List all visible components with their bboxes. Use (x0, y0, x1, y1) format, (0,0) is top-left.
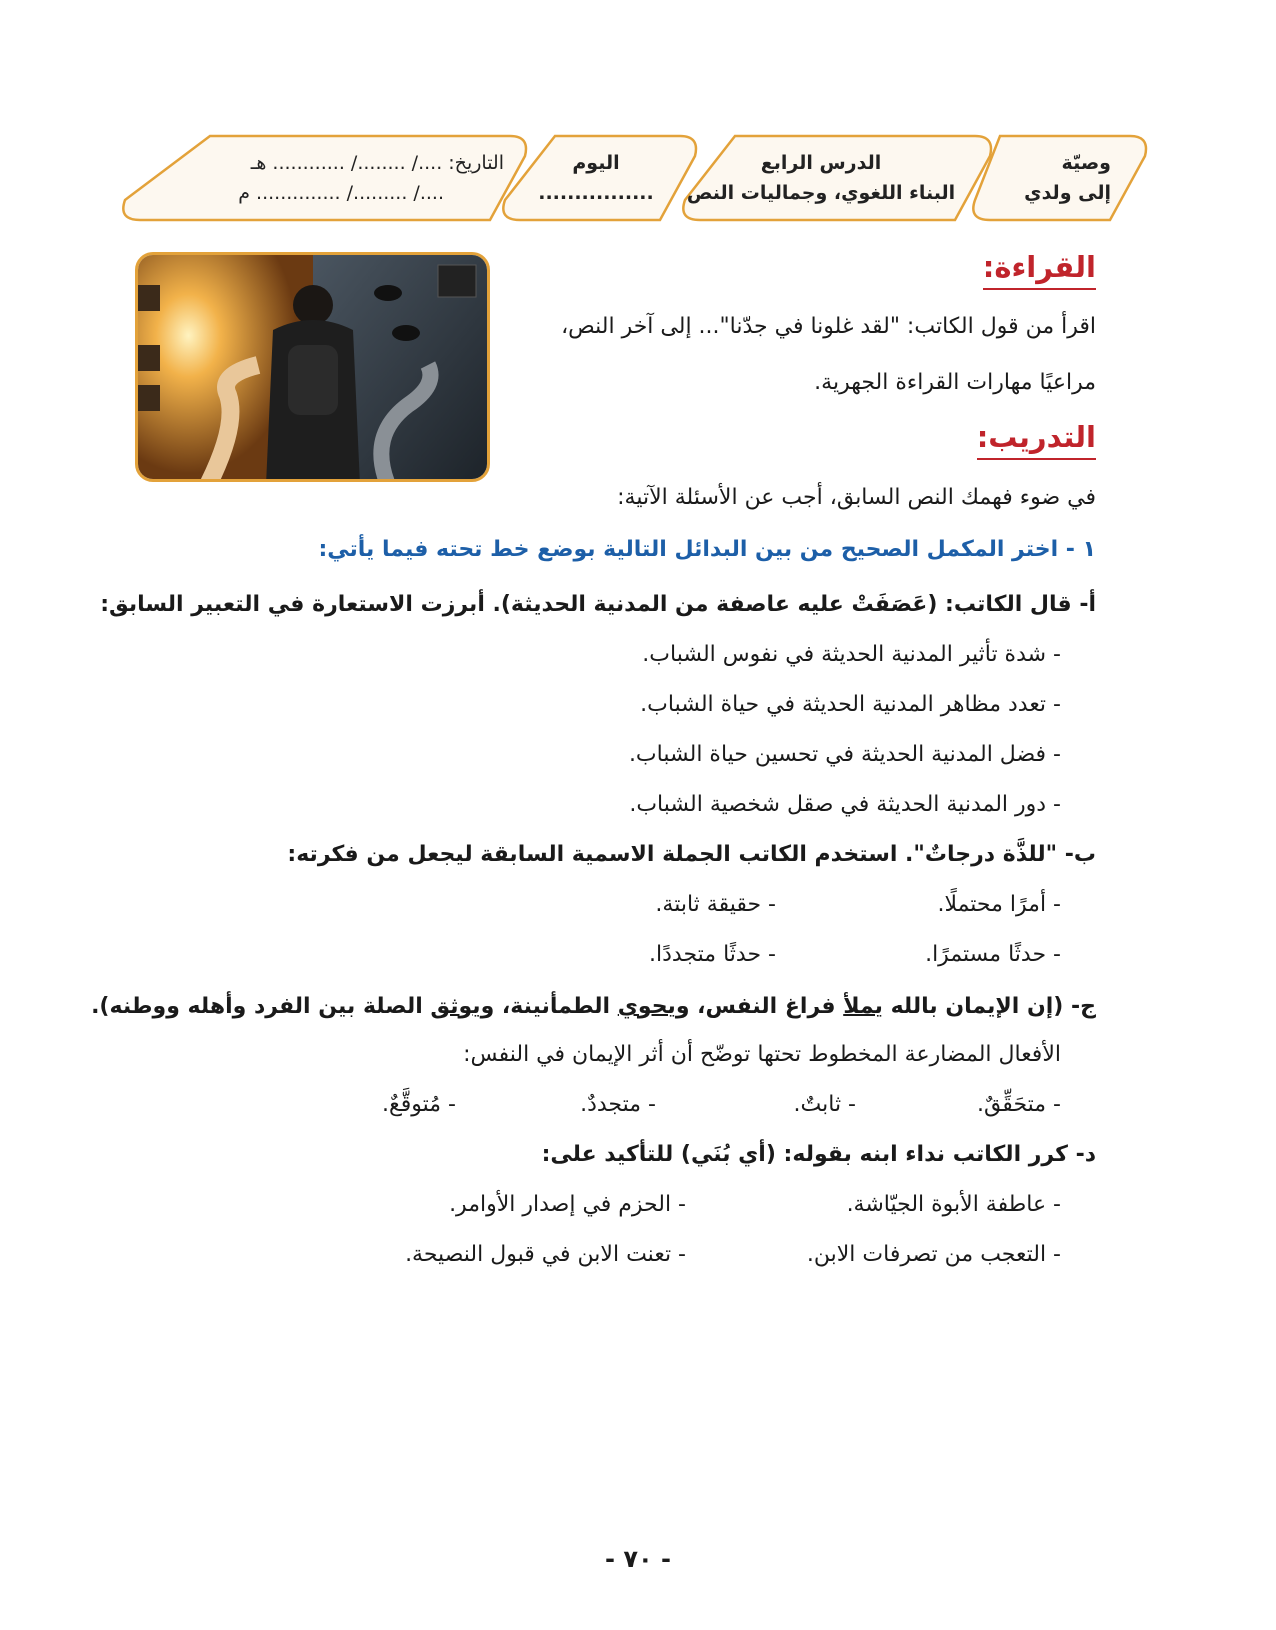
reading-title-underline (983, 288, 1096, 290)
question-c-subprompt: الأفعال المضارعة المخطوط تحتها توضّح أن أثر الإيمان في النفس: (463, 1042, 1061, 1067)
reading-title-text: القراءة: (982, 250, 1096, 284)
question-c-text-4: الصلة بين الفرد وأهله ووطنه). (91, 994, 431, 1019)
question-d-option-3[interactable]: - التعجب من تصرفات الابن. (806, 1242, 1061, 1267)
question-c-verb-1: يملأ (843, 994, 883, 1019)
question-c-option-1[interactable]: - متحَقِّقٌ. (976, 1092, 1061, 1117)
question-b-option-4[interactable]: - حدثًا متجددًا. (649, 942, 776, 967)
tab-lesson (686, 148, 956, 208)
reading-line-2: مراعيًا مهارات القراءة الجهرية. (814, 370, 1096, 395)
tab-lesson-line1: الدرس الرابع (760, 152, 882, 174)
training-title (977, 420, 1096, 454)
question-c-verb-2: يحوي (617, 994, 676, 1019)
question-c-option-2[interactable]: - ثابتٌ. (793, 1092, 856, 1117)
page-number: - ٧٠ - (605, 1545, 671, 1573)
question-c-verb-3: يوثق (430, 994, 481, 1019)
question-c-text-1: ج- (إن الإيمان بالله (882, 994, 1096, 1019)
question-a-option-3[interactable]: - فضل المدنية الحديثة في تحسين حياة الشباب. (628, 742, 1061, 767)
tab-day-blank: ................ (538, 182, 654, 204)
reading-title (983, 250, 1096, 284)
question-d-option-2[interactable]: - الحزم في إصدار الأوامر. (449, 1192, 686, 1217)
reading-line-1: اقرأ من قول الكاتب: "لقد غلونا في جدّنا"... إلى آخر النص، (561, 314, 1096, 339)
question-a-option-4[interactable]: - دور المدنية الحديثة في صقل شخصية الشباب. (629, 792, 1061, 817)
question-b-option-3[interactable]: - حدثًا مستمرًا. (925, 942, 1061, 967)
tab-day (516, 148, 676, 208)
boy-at-crossroads-image (138, 255, 490, 482)
question-a-option-1[interactable]: - شدة تأثير المدنية الحديثة في نفوس الشباب. (642, 642, 1061, 667)
training-title-underline (977, 458, 1096, 460)
tab-title (1024, 148, 1111, 208)
training-intro: في ضوء فهمك النص السابق، أجب عن الأسئلة الآتية: (617, 485, 1096, 510)
tab-date-hijri: التاريخ: ..../ ......../ ............ هـ (250, 152, 504, 174)
question-b-prompt: ب- "للذَّة درجاتٌ". استخدم الكاتب الجملة الاسمية السابقة ليجعل من فكرته: (287, 842, 1096, 867)
question-b-option-2[interactable]: - حقيقة ثابتة. (655, 892, 776, 917)
question-a-option-2[interactable]: - تعدد مظاهر المدنية الحديثة في حياة الشباب. (640, 692, 1061, 717)
question-b-option-1[interactable]: - أمرًا محتملًا. (937, 892, 1061, 917)
tab-title-line1: وصيّة (1061, 152, 1111, 174)
training-title-text: التدريب: (976, 420, 1096, 454)
question-d-option-4[interactable]: - تعنت الابن في قبول النصيحة. (405, 1242, 686, 1267)
question-d-option-1[interactable]: - عاطفة الأبوة الجيّاشة. (846, 1192, 1061, 1217)
question-c-text-3: الطمأنينة، و (480, 994, 618, 1019)
tab-lesson-line2: البناء اللغوي، وجماليات النص (686, 182, 956, 204)
question-a-prompt: أ- قال الكاتب: (عَصَفَتْ عليه عاصفة من المدنية الحديثة). أبرزت الاستعارة في التعبير السابق: (100, 592, 1096, 617)
tab-date-gregorian: ..../ ........./ .............. م (238, 182, 444, 204)
question-d-prompt: د- كرر الكاتب نداء ابنه بقوله: (أي بُنَي) للتأكيد على: (541, 1142, 1096, 1167)
illustration-photo (135, 252, 490, 482)
question-c-prompt (91, 992, 1096, 1022)
question-c-text-2: فراغ النفس، و (675, 994, 844, 1019)
tab-title-line2: إلى ولدي (1024, 182, 1111, 204)
tab-day-label: اليوم (572, 152, 620, 174)
question-c-option-4[interactable]: - مُتوقَّعٌ. (382, 1092, 456, 1117)
tab-date (238, 148, 504, 208)
question-1-heading: ١ - اختر المكمل الصحيح من بين البدائل التالية بوضع خط تحته فيما يأتي: (318, 537, 1096, 562)
question-c-option-3[interactable]: - متجددٌ. (580, 1092, 656, 1117)
